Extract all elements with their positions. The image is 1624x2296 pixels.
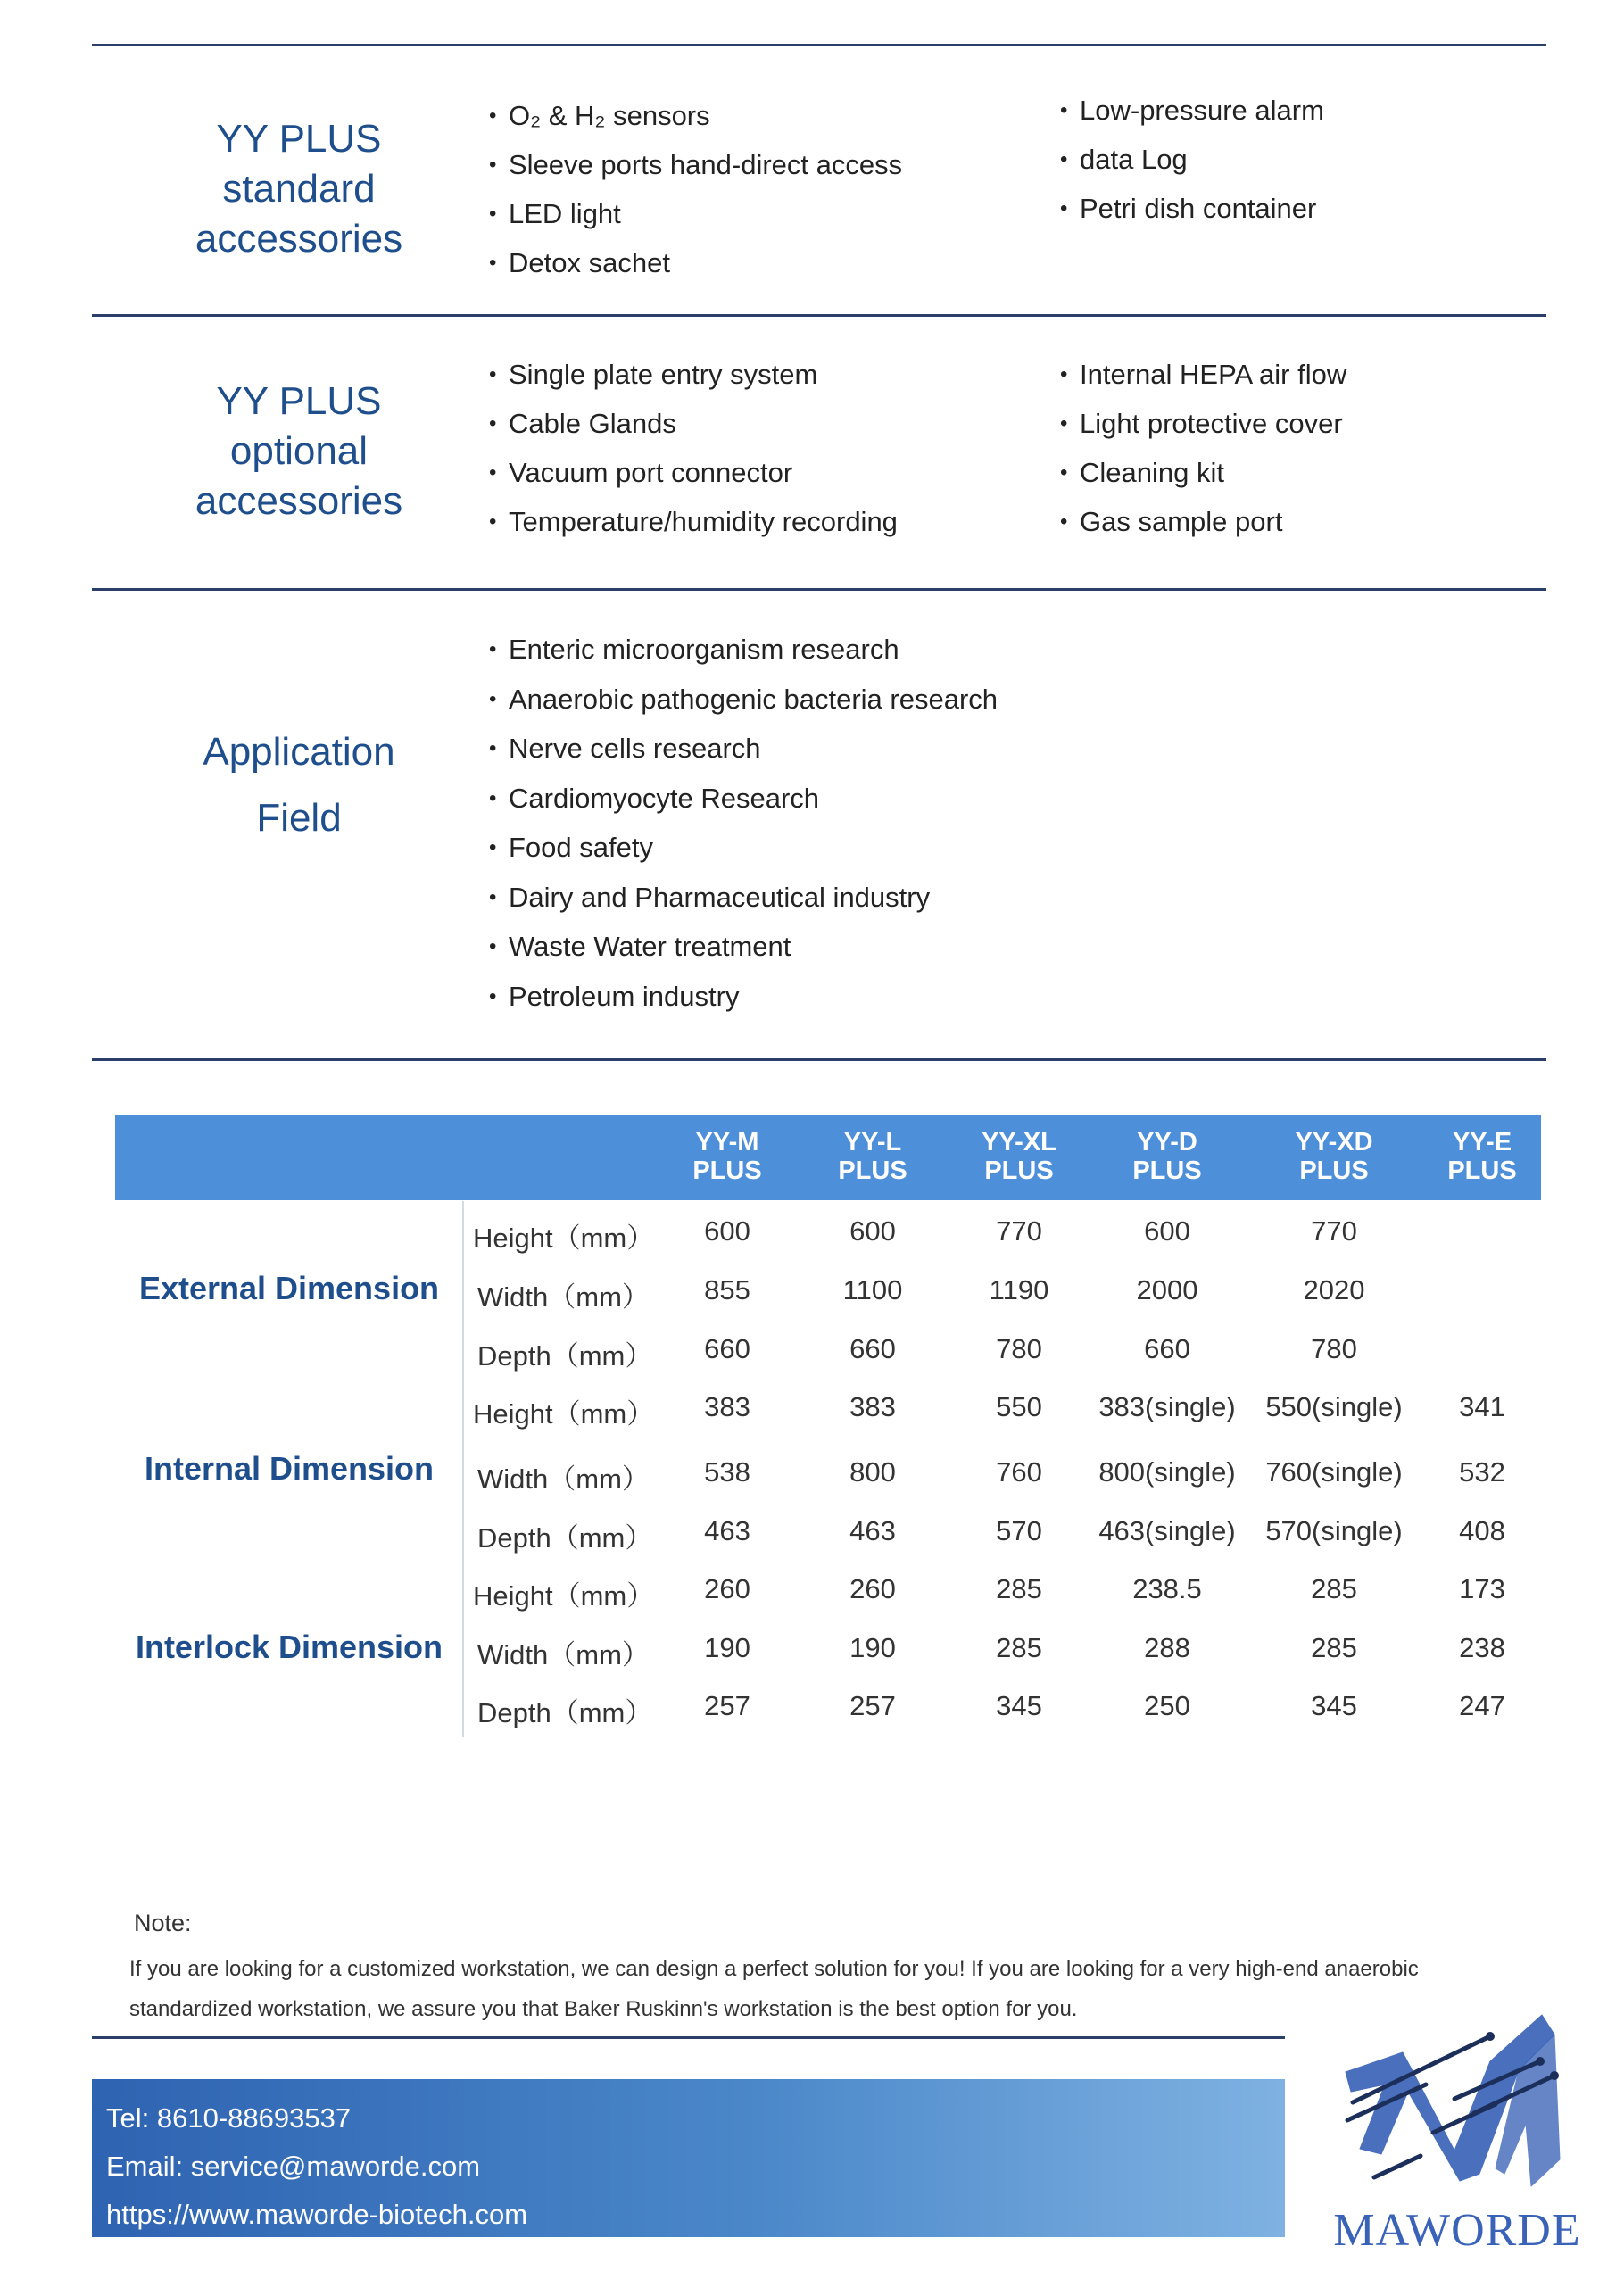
table-cell: 173 [1459,1573,1505,1604]
list-item: • Enteric microorganism research [489,632,998,682]
model-header-line: YY-D [1137,1128,1197,1156]
table-row-label: Depth（mm） [477,1340,653,1372]
list-item: • data Log [1060,142,1324,191]
model-header-line: YY-XL [982,1128,1056,1156]
list-item: • Cable Glands [489,406,898,455]
table-cell: 600 [704,1215,750,1247]
table-cell: 660 [1144,1333,1190,1364]
list-item: • Dairy and Pharmaceutical industry [489,880,998,930]
table-cell: 190 [704,1632,750,1663]
table-cell: 190 [849,1632,896,1663]
table-cell: 538 [704,1456,750,1488]
application-field-title [125,719,473,851]
table-cell: 780 [996,1333,1042,1364]
contact-email: Email: service@maworde.com [106,2151,481,2182]
table-cell: 1100 [842,1274,903,1305]
model-header-line: YY-E [1452,1128,1512,1156]
model-header-line: YY-M [695,1128,759,1156]
table-row-label: Width（mm） [477,1463,650,1495]
table-cell: 600 [1144,1215,1190,1247]
table-cell: 660 [704,1333,750,1364]
model-header-1 [660,1128,794,1185]
title-line: accessories [195,217,403,261]
table-row-label: Height（mm） [473,1223,655,1254]
table-row-label: Height（mm） [473,1398,655,1430]
list-item: • Anaerobic pathogenic bacteria research [489,682,998,732]
contact-url[interactable]: https://www.maworde-biotech.com [106,2199,528,2230]
list-item: • Cardiomyocyte Research [489,781,998,831]
model-header-line: PLUS [838,1156,907,1185]
title-line: optional [229,429,369,473]
model-header-line: YY-XD [1295,1128,1373,1156]
model-header-line: PLUS [984,1156,1054,1185]
note-text: If you are looking for a customized workstation, we can design a perfect solution for you! If you are looking for a very high-end anaerobic standardized workstation, we assure you that Baker Ruskinn's workstation is the best option for you. [129,1957,1419,2021]
list-item: • Sleeve ports hand-direct access [489,147,902,196]
table-cell: 288 [1144,1632,1190,1663]
table-cell: 463(single) [1098,1515,1236,1546]
table-cell: 383 [849,1391,896,1422]
table-cell: 600 [849,1215,896,1247]
table-cell: 408 [1459,1515,1505,1546]
table-cell: 345 [996,1690,1042,1721]
list-item: • Cleaning kit [1060,455,1346,504]
table-row-label: Height（mm） [473,1580,655,1612]
table-cell: 345 [1311,1690,1357,1721]
model-header-line: PLUS [1299,1156,1369,1185]
table-cell: 250 [1144,1690,1190,1721]
list-item: • Nerve cells research [489,731,998,781]
top-divider [92,44,1546,46]
contact-tel: Tel: 8610-88693537 [106,2102,352,2134]
table-cell: 2000 [1136,1274,1198,1305]
list-item: • Detox sachet [489,245,902,294]
divider-note-contact [92,2036,1285,2039]
table-row-label: Depth（mm） [477,1697,653,1728]
table-cell: 257 [849,1690,896,1721]
table-cell: 760 [996,1456,1042,1488]
title-line: standard [222,167,376,211]
standard-accessories-title [125,114,473,264]
divider-application-table [92,1058,1546,1061]
list-item: • Petri dish container [1060,191,1324,240]
list-item: • Low-pressure alarm [1060,93,1324,142]
model-header-line: PLUS [1132,1156,1202,1185]
table-cell: 463 [849,1515,896,1546]
model-header-2 [806,1128,940,1185]
list-item: • Internal HEPA air flow [1060,357,1346,406]
model-header-line: YY-L [843,1128,902,1156]
table-row-label: Width（mm） [477,1639,650,1670]
list-item: • O₂ & H₂ sensors [489,98,902,147]
optional-accessories-title [125,377,473,526]
table-cell: 260 [849,1573,896,1604]
table-cell: 550(single) [1265,1391,1403,1422]
table-cell: 247 [1459,1690,1505,1721]
optional-accessories-list-left [489,357,898,553]
title-line: Field [256,796,342,840]
divider-standard-optional [92,314,1546,317]
table-cell: 383(single) [1098,1391,1236,1422]
table-cell: 238 [1459,1632,1505,1663]
table-cell: 285 [1311,1632,1357,1663]
model-header-3 [952,1128,1086,1185]
table-cell: 285 [996,1632,1042,1663]
table-cell: 760(single) [1265,1456,1403,1488]
table-cell: 1190 [989,1274,1049,1305]
table-cell: 285 [1311,1573,1357,1604]
model-header-5 [1267,1128,1401,1185]
table-cell: 660 [849,1333,896,1364]
dimension-group-label: Internal Dimension [144,1450,435,1487]
model-header-line: PLUS [1447,1156,1517,1185]
note-heading: Note: [134,1910,192,1936]
list-item: • Vacuum port connector [489,455,898,504]
table-cell: 341 [1459,1391,1505,1422]
model-header-line: PLUS [692,1156,762,1185]
table-cell: 570(single) [1265,1515,1403,1546]
contact-bar [92,2079,1285,2237]
dimension-group-label: External Dimension [138,1270,440,1306]
dimension-group-label: Interlock Dimension [135,1629,443,1665]
title-line: accessories [195,479,403,523]
table-cell: 550 [996,1391,1042,1422]
table-cell: 285 [996,1573,1042,1604]
list-item: • Petroleum industry [489,979,998,1029]
title-line: YY PLUS [216,379,382,423]
table-cell: 780 [1311,1333,1357,1364]
table-row-label: Depth（mm） [477,1522,653,1554]
standard-accessories-list-left [489,98,902,294]
list-item: • Gas sample port [1060,504,1346,553]
application-field-list [489,632,998,1028]
list-item: • Food safety [489,830,998,880]
table-cell: 383 [704,1391,750,1422]
title-line: Application [203,730,395,774]
list-item: • Temperature/humidity recording [489,504,898,553]
list-item: • LED light [489,196,902,245]
standard-accessories-list-right [1060,93,1324,240]
table-row-label: Width（mm） [477,1281,650,1313]
table-cell: 238.5 [1132,1573,1202,1604]
optional-accessories-list-right [1060,357,1346,553]
table-cell: 770 [996,1215,1042,1247]
list-item: • Single plate entry system [489,357,898,406]
list-item: • Light protective cover [1060,406,1346,455]
table-cell: 532 [1459,1456,1505,1488]
model-header-4 [1100,1128,1234,1185]
logo-wordmark: MAWORDE [1333,2205,1581,2256]
table-cell: 570 [996,1515,1042,1546]
table-cell: 260 [704,1573,750,1604]
table-cell: 855 [704,1274,750,1305]
table-cell: 770 [1311,1215,1357,1247]
table-cell: 800 [849,1456,896,1488]
title-line: YY PLUS [216,117,382,161]
model-header-6 [1415,1128,1549,1185]
table-cell: 800(single) [1098,1456,1236,1488]
divider-optional-application [92,588,1546,591]
list-item: • Waste Water treatment [489,929,998,979]
table-cell: 257 [704,1690,750,1721]
table-cell: 463 [704,1515,750,1546]
table-column-divider [462,1201,464,1737]
table-cell: 2020 [1303,1274,1365,1305]
